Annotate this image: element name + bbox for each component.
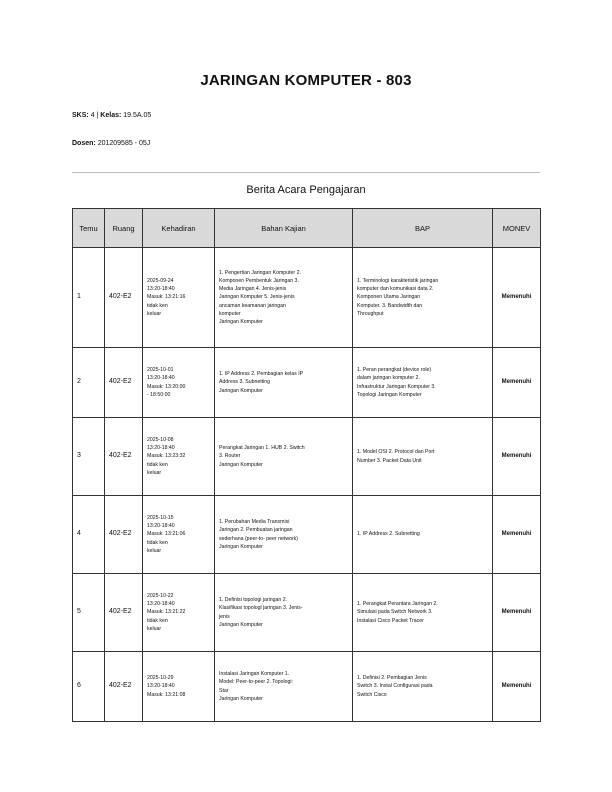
cell-ruang: 402-E2 [105, 652, 143, 722]
bahan-line: ancaman keamanan jaringan [219, 302, 286, 309]
kehadiran-line: tidak ken [147, 302, 168, 309]
page-title: JARINGAN KOMPUTER - 803 [200, 72, 412, 89]
bap-line: dalam jaringan komputer 2. [357, 375, 420, 382]
bahan-line: 3. Router [219, 453, 241, 460]
divider [72, 172, 540, 173]
kehadiran-line: 2025-10-15 [147, 515, 174, 522]
bahan-line: Jaringan Komputer [219, 318, 263, 325]
bahan-line: Jaringan Komputer [219, 695, 263, 702]
bahan-line: 1. Definisi topologi jaringan 2. [219, 597, 288, 604]
cell-kehadiran [143, 652, 215, 722]
cell-temu: 3 [73, 418, 105, 496]
bahan-line: Jaringan 2. Pembuatan jaringan [219, 527, 293, 534]
cell-bap [353, 348, 493, 418]
cell-ruang: 402-E2 [105, 496, 143, 574]
cell-monev: Memenuhi [493, 248, 541, 348]
kehadiran-line: Masuk: 13:21:08 [147, 691, 186, 698]
bahan-line: Jaringan Komputer [219, 461, 263, 468]
bahan-line: Model: Peer-to-peer 2. Topologi: [219, 679, 294, 686]
header-bap: BAP [353, 209, 493, 248]
bap-line: Switch 3. Instal Configurasi pada [357, 683, 433, 690]
bahan-line: komputer [219, 310, 241, 317]
bap-line: 1. Terminologi karakteristik jaringan [357, 278, 439, 285]
kehadiran-line: keluar [147, 310, 162, 317]
kehadiran-line: 2025-10-01 [147, 367, 174, 374]
table-row [73, 248, 541, 348]
bahan-line: 1. Pengertian Jaringan Komputer 2. [219, 270, 301, 277]
cell-temu: 4 [73, 496, 105, 574]
header-temu: Temu [73, 209, 105, 248]
kehadiran-line: 2025-10-29 [147, 675, 174, 682]
bahan-line: Perangkat Jaringan 1. HUB 2. Switch [219, 445, 305, 452]
bahan-line: jenis [219, 613, 230, 620]
cell-bap [353, 496, 493, 574]
kehadiran-line: keluar [147, 625, 162, 632]
cell-bap [353, 418, 493, 496]
kehadiran-line: Masuk: 13:20:00 [147, 383, 186, 390]
bap-line: Infrastruktur Jaringan Komputer 3. [357, 383, 436, 390]
bap-line: komputer dan komunikasi data 2. [357, 286, 434, 293]
bap-line: 1. IP Address 2. Subnetting [357, 531, 420, 538]
bap-line: Instalasi Cisco Packet Tracer [357, 617, 424, 624]
table-row [73, 574, 541, 652]
kehadiran-line: tidak ken [147, 617, 168, 624]
course-info [72, 112, 151, 119]
cell-ruang: 402-E2 [105, 248, 143, 348]
header-bahan-kajian: Bahan Kajian [215, 209, 353, 248]
bahan-line: Klasifikasi topologi jaringan 3. Jenis- [219, 605, 303, 612]
kehadiran-line: Masuk: 13:21:06 [147, 531, 186, 538]
bap-line: 1. Definisi 2. Pembagian Jenis [357, 675, 427, 682]
sks-label: SKS: [72, 112, 89, 119]
kehadiran-line: Masuk: 13:21:22 [147, 609, 186, 616]
table-row [73, 348, 541, 418]
cell-monev: Memenuhi [493, 652, 541, 722]
cell-monev: Memenuhi [493, 348, 541, 418]
cell-bahan-kajian [215, 248, 353, 348]
table-row [73, 496, 541, 574]
header-kehadiran: Kehadiran [143, 209, 215, 248]
header-monev: MONEV [493, 209, 541, 248]
cell-bap [353, 574, 493, 652]
kehadiran-line: 13:20-18:40 [147, 683, 175, 690]
bahan-line: 1. IP Address 2. Pembagian kelas IP [219, 371, 304, 378]
kehadiran-line: keluar [147, 469, 162, 476]
bap-line: Switch Cisco [357, 691, 387, 698]
cell-monev: Memenuhi [493, 574, 541, 652]
bahan-line: Star [219, 687, 229, 694]
cell-temu: 1 [73, 248, 105, 348]
cell-monev: Memenuhi [493, 496, 541, 574]
teaching-log-table [72, 208, 541, 722]
bahan-line: Jaringan Komputer 5. Jenis-jenis [219, 294, 295, 301]
cell-monev: Memenuhi [493, 418, 541, 496]
bap-line: 1. Model OSI 2. Protocol dan Port [357, 449, 435, 456]
kehadiran-line: 13:20-18:40 [147, 375, 175, 382]
cell-temu: 2 [73, 348, 105, 418]
cell-bahan-kajian [215, 418, 353, 496]
cell-bap [353, 248, 493, 348]
cell-kehadiran [143, 574, 215, 652]
bap-line: Throughput [357, 310, 384, 317]
dosen-value: 201209585 - 05J [97, 140, 151, 147]
cell-kehadiran [143, 496, 215, 574]
bahan-line: Jaringan Komputer [219, 387, 263, 394]
cell-ruang: 402-E2 [105, 348, 143, 418]
kehadiran-line: 13:20-18:40 [147, 523, 175, 530]
kehadiran-line: 2025-10-08 [147, 437, 174, 444]
kehadiran-line: tidak ken [147, 461, 168, 468]
bahan-line: Jaringan Komputer [219, 543, 263, 550]
kehadiran-line: Masuk: 13:23:32 [147, 453, 186, 460]
kehadiran-line: 2025-09-24 [147, 278, 174, 285]
bahan-line: 1. Perubahan Media Transmisi [219, 519, 290, 526]
table-header-row [73, 209, 541, 248]
table-row [73, 652, 541, 722]
cell-bahan-kajian [215, 574, 353, 652]
bahan-line: Jaringan Komputer [219, 621, 263, 628]
kehadiran-line: 2025-10-22 [147, 593, 174, 600]
bap-line: 1. Perangkat Perantara Jaringan 2. [357, 601, 438, 608]
bap-line: Number 3. Packet Data Unit [357, 457, 422, 464]
section-title: Berita Acara Pengajaran [246, 184, 366, 196]
kehadiran-line: 13:20-18:40 [147, 286, 175, 293]
sks-value: 4 | [90, 112, 99, 119]
lecturer-info [72, 140, 150, 147]
bap-line: 1. Peran perangkat (device role) [357, 367, 432, 374]
bap-line: Komputer. 3. Bandwidth dan [357, 302, 423, 309]
dosen-label: Dosen: [72, 140, 96, 147]
kehadiran-line: - 18:50:00 [147, 391, 171, 398]
kehadiran-line: 13:20-18:40 [147, 445, 175, 452]
cell-temu: 5 [73, 574, 105, 652]
cell-kehadiran [143, 348, 215, 418]
cell-bap [353, 652, 493, 722]
cell-temu: 6 [73, 652, 105, 722]
header-ruang: Ruang [105, 209, 143, 248]
cell-bahan-kajian [215, 496, 353, 574]
cell-bahan-kajian [215, 652, 353, 722]
cell-kehadiran [143, 418, 215, 496]
bap-line: Komponen Utama Jaringan [357, 294, 421, 301]
kelas-label: Kelas: [100, 112, 122, 119]
kelas-value: 19.5A.05 [123, 112, 152, 119]
kehadiran-line: keluar [147, 547, 162, 554]
bahan-line: sederhana (peer-to- peer network) [219, 535, 299, 542]
kehadiran-line: 13:20-18:40 [147, 601, 175, 608]
bap-line: Topologi Jaringan Komputer [357, 391, 422, 398]
bahan-line: Instalasi Jaringan Komputer 1. [219, 671, 290, 678]
bahan-line: Address 3. Subnetting [219, 379, 271, 386]
cell-kehadiran [143, 248, 215, 348]
kehadiran-line: tidak ken [147, 539, 168, 546]
table-row [73, 418, 541, 496]
bahan-line: Media Jaringan 4. Jenis-jenis [219, 286, 287, 293]
kehadiran-line: Masuk: 13:21:16 [147, 294, 186, 301]
cell-ruang: 402-E2 [105, 574, 143, 652]
cell-ruang: 402-E2 [105, 418, 143, 496]
bahan-line: Komponen Pembentuk Jaringan 3. [219, 278, 299, 285]
cell-bahan-kajian [215, 348, 353, 418]
bap-line: Simulasi pada Switch Network 3. [357, 609, 433, 616]
